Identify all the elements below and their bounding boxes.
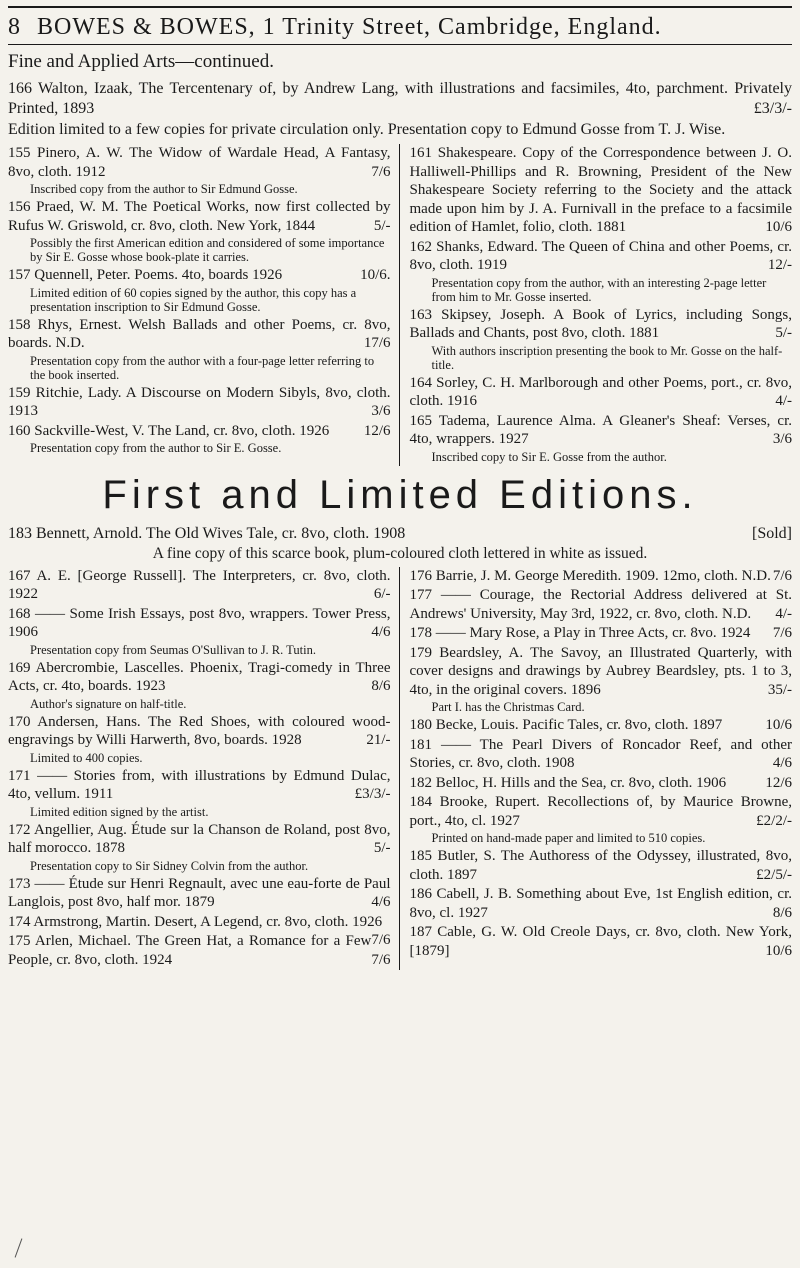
entry-text: 156 Praed, W. M. The Poetical Works, now first collected by Rufus W. Griswold, cr. 8vo, cloth. New York, 1844 (8, 199, 391, 234)
catalogue-entry (8, 875, 391, 912)
entry-text: 182 Belloc, H. Hills and the Sea, cr. 8vo, cloth. 1906 (409, 774, 727, 791)
entry-price: 4/- (775, 605, 792, 622)
entry-text: 179 Beardsley, A. The Savoy, an Illustrated Quarterly, with cover designs and drawings by Aubrey Beardsley, pts. 1 to 3, 4to, in the original covers. 1896 (409, 644, 792, 698)
catalogue-entry (410, 736, 793, 773)
entry-price: [Sold] (752, 524, 792, 542)
catalogue-entry (8, 422, 391, 441)
entry-text: 181 —— The Pearl Divers of Roncador Reef, and other Stories, cr. 8vo, cloth. 1908 (409, 736, 792, 771)
top-columns (8, 144, 792, 466)
entry-note: Limited to 400 copies. (30, 750, 143, 765)
header-rule (8, 44, 792, 45)
entry-text: 162 Shanks, Edward. The Queen of China and other Poems, cr. 8vo, cloth. 1919 (409, 238, 792, 273)
entry-price: 7/6 (371, 951, 391, 968)
entry-price: 8/6 (772, 904, 792, 921)
catalogue-entry (8, 932, 391, 969)
top-left-column (8, 144, 400, 466)
section-subtitle: Fine and Applied Arts—continued. (8, 51, 274, 72)
catalogue-entry (410, 885, 793, 922)
entry-price: 4/6 (772, 755, 792, 771)
entry-text: 186 Cabell, J. B. Something about Eve, 1st English edition, cr. 8vo, cl. 1927 (409, 886, 792, 921)
entry-note: Presentation copy to Sir Sidney Colvin from the author. (30, 858, 309, 873)
running-header (8, 12, 792, 42)
catalogue-entry (410, 644, 793, 700)
entry-price: 35/- (767, 681, 792, 698)
entry-text: 180 Becke, Louis. Pacific Tales, cr. 8vo, cloth. 1897 (409, 717, 723, 733)
catalogue-entry (410, 412, 793, 449)
entry-text: 176 Barrie, J. M. George Meredith. 1909. 12mo, cloth. N.D. (409, 567, 771, 584)
bottom-right-column (410, 567, 793, 971)
catalogue-entry (410, 923, 793, 960)
catalogue-entry (8, 913, 391, 948)
catalogue-entry (410, 567, 793, 586)
entry-text: 178 —— Mary Rose, a Play in Three Acts, cr. 8vo. 1924 (409, 625, 751, 641)
entry-price: 5/- (775, 325, 792, 341)
entry-text: 169 Abercrombie, Lascelles. Phoenix, Tragi-comedy in Three Acts, cr. 4to, boards. 1923 (8, 659, 391, 694)
entry-price: 8/6 (371, 678, 391, 694)
catalogue-entry (8, 821, 391, 858)
entry-text: 177 —— Courage, the Rectorial Address delivered at St. Andrews' University, May 3rd, 1922, cr. 8vo, cloth. N.D. (409, 587, 792, 622)
catalogue-entry (8, 316, 391, 353)
entry-text: 161 Shakespeare. Copy of the Correspondence between J. O. Halliwell-Phillips and R. Browning, President of the New Shakespeare Society referring to the Society and the attack made upon him by J. A. Furnivall in the preface to a facsimile edition of Hamlet, folio, cloth. 1881 (409, 145, 792, 235)
entry-note: Inscribed copy from the author to Sir Edmund Gosse. (30, 182, 298, 196)
pencil-mark (15, 1238, 23, 1257)
entry-price: £3/3/- (354, 786, 391, 802)
catalogue-entry (8, 384, 391, 421)
catalogue-entry (410, 624, 793, 643)
entry-text: 170 Andersen, Hans. The Red Shoes, with coloured wood-engravings by Willi Harwerth, 8vo, boards. 1928 (8, 713, 391, 748)
catalogue-entry (8, 198, 391, 235)
entry-price: 10/6. (360, 267, 391, 283)
entry-text: 183 Bennett, Arnold. The Old Wives Tale, cr. 8vo, cloth. 1908 (8, 524, 406, 542)
entry-price: 17/6 (363, 335, 391, 351)
section-title: First and Limited Editions. (102, 472, 698, 517)
catalogue-entry (8, 713, 391, 750)
entry-text: 166 Walton, Izaak, The Tercentenary of, by Andrew Lang, with illustrations and facsimiles, 4to, parchment. Privately Printed, 1893 (8, 80, 792, 117)
entry-text: 185 Butler, S. The Authoress of the Odyssey, illustrated, 8vo, cloth. 1897 (409, 848, 792, 883)
entry-note: Inscribed copy to Sir E. Gosse from the author. (431, 449, 667, 464)
entry-price: 10/6 (765, 219, 792, 235)
entry-price: 3/6 (371, 403, 391, 419)
catalogue-entry (8, 144, 391, 181)
publisher-line: BOWES & BOWES, 1 Trinity Street, Cambridge, England. (37, 14, 662, 40)
bottom-columns (8, 567, 792, 971)
entry-note: Author's signature on half-title. (30, 696, 187, 711)
entry-text: 172 Angellier, Aug. Étude sur la Chanson de Roland, post 8vo, half morocco. 1878 (8, 821, 391, 856)
catalogue-entry (410, 306, 793, 343)
entry-text: 155 Pinero, A. W. The Widow of Wardale Head, A Fantasy, 8vo, cloth. 1912 (8, 145, 391, 180)
entry-text: 164 Sorley, C. H. Marlborough and other Poems, port., cr. 8vo, cloth. 1916 (409, 374, 792, 409)
entry-price: £2/5/- (756, 866, 792, 883)
catalogue-entry (410, 774, 793, 793)
catalogue-entry (410, 793, 793, 830)
catalogue-entry (410, 716, 793, 735)
entry-price: 5/- (373, 840, 391, 856)
entry-text: 174 Armstrong, Martin. Desert, A Legend, cr. 8vo, cloth. 1926 (8, 913, 383, 930)
entry-price: 10/6 (765, 717, 792, 733)
entry-price: 7/6 (371, 932, 391, 948)
entry-text: 163 Skipsey, Joseph. A Book of Lyrics, including Songs, Ballads and Chants, post 8vo, cloth. 1881 (409, 306, 792, 341)
top-right-column (410, 144, 793, 466)
entry-text: 171 —— Stories from, with illustrations by Edmund Dulac, 4to, vellum. 1911 (8, 767, 391, 802)
catalogue-entry (410, 238, 793, 275)
entry-note: Presentation copy from the author to Sir E. Gosse. (30, 441, 282, 455)
entry-price: 5/- (373, 217, 391, 234)
catalogue-entry (410, 847, 793, 884)
entry-price: 12/- (767, 257, 792, 273)
entry-price: 4/- (775, 393, 792, 409)
entry-note: Presentation copy from the author, with an interesting 2-page letter from him to Mr. Gosse inserted. (431, 275, 767, 304)
entry-price: 3/6 (772, 431, 792, 447)
page-number: 8 (8, 14, 21, 40)
entry-price: 12/6 (765, 774, 792, 791)
entry-note: With authors inscription presenting the book to Mr. Gosse on the half-title. (431, 343, 783, 372)
catalogue-page (8, 6, 792, 970)
entry-note: Presentation copy from the author with a four-page letter referring to the book inserted. (30, 353, 375, 382)
catalogue-entry (410, 374, 793, 411)
entry-text: 158 Rhys, Ernest. Welsh Ballads and other Poems, cr. 8vo, boards. N.D. (8, 316, 391, 351)
entry-price: 12/6 (363, 422, 391, 439)
entry-price: 4/6 (371, 624, 391, 640)
entry-price: 4/6 (371, 894, 391, 910)
lead-entry (8, 79, 792, 119)
entry-price: £2/2/- (756, 812, 792, 829)
catalogue-entry (8, 659, 391, 696)
entry-note: Presentation copy from Seumas O'Sullivan to J. R. Tutin. (30, 642, 316, 657)
catalogue-entry (410, 144, 793, 237)
entry-text: 159 Ritchie, Lady. A Discourse on Modern Sibyls, 8vo, cloth. 1913 (8, 384, 391, 419)
entry-text: 187 Cable, G. W. Old Creole Days, cr. 8vo, cloth. New York, [1879] (409, 924, 792, 959)
entry-text: 175 Arlen, Michael. The Green Hat, a Romance for a Few People, cr. 8vo, cloth. 1924 (8, 933, 372, 968)
entry-text: 165 Tadema, Laurence Alma. A Gleaner's Sheaf: Verses, cr. 4to, wrappers. 1927 (409, 412, 792, 447)
entry-price: 21/- (366, 732, 391, 748)
entry-price: 7/6 (772, 567, 792, 584)
catalogue-entry (410, 586, 793, 623)
entry-text: 173 —— Étude sur Henri Regnault, avec une eau-forte de Paul Langlois, post 8vo, half mor. 1879 (8, 875, 391, 910)
entry-price: 10/6 (765, 942, 792, 959)
entry-note: Limited edition signed by the artist. (30, 804, 209, 819)
entry-note: Part I. has the Christmas Card. (431, 700, 585, 714)
catalogue-entry (8, 767, 391, 804)
entry-price: £3/3/- (753, 100, 792, 117)
bottom-left-column (8, 567, 400, 971)
entry-text: 160 Sackville-West, V. The Land, cr. 8vo, cloth. 1926 (8, 422, 330, 439)
top-rule (8, 6, 792, 8)
catalogue-entry (8, 605, 391, 642)
entry-note: Possibly the first American edition and considered of some importance by Sir E. Gosse whose book-plate it carries. (30, 236, 385, 264)
entry-text: 184 Brooke, Rupert. Recollections of, by Maurice Browne, port., 4to, cl. 1927 (409, 794, 792, 829)
lead-entry-note: Edition limited to a few copies for private circulation only. Presentation copy to Edmund Gosse from T. J. Wise. (8, 121, 726, 138)
entry-price: 7/6 (371, 163, 391, 180)
entry-note: Limited edition of 60 copies signed by the author, this copy has a presentation inscription to Sir Edmund Gosse. (30, 285, 357, 314)
entry-price: 7/6 (772, 625, 792, 641)
entry-text: 168 —— Some Irish Essays, post 8vo, wrappers. Tower Press, 1906 (8, 605, 391, 640)
entry-price: 6/- (373, 586, 391, 602)
catalogue-entry (8, 266, 391, 285)
entry-note: Printed on hand-made paper and limited to 510 copies. (431, 831, 706, 845)
catalogue-entry (8, 567, 391, 604)
entry-text: 157 Quennell, Peter. Poems. 4to, boards 1926 (8, 267, 283, 283)
wide-entry-note: A fine copy of this scarce book, plum-coloured cloth lettered in white as issued. (152, 544, 648, 562)
wide-entry (8, 524, 792, 544)
entry-text: 167 A. E. [George Russell]. The Interpreters, cr. 8vo, cloth. 1922 (8, 567, 391, 602)
